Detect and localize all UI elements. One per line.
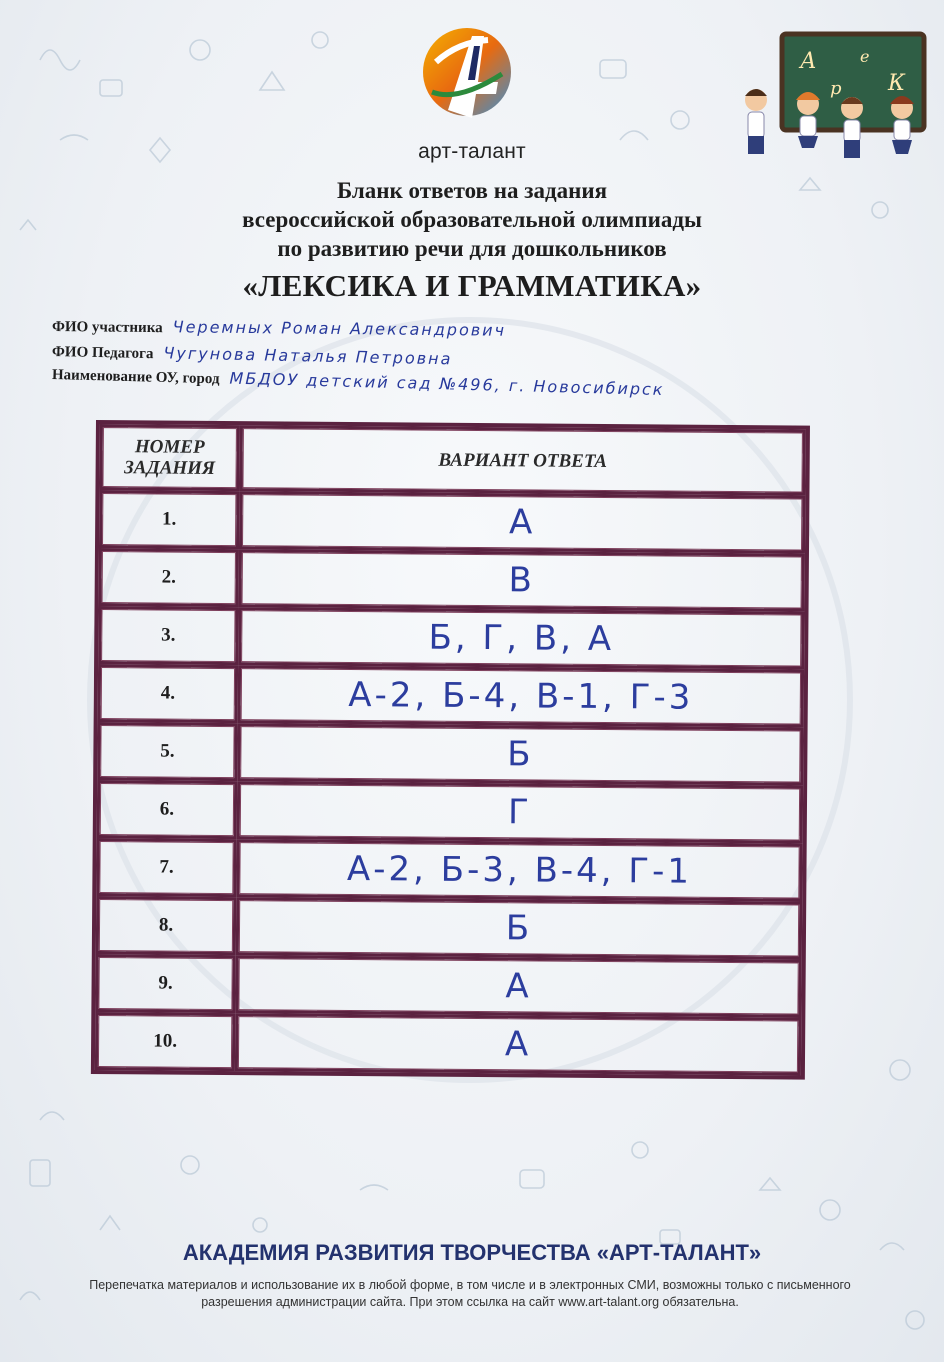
answers-table-wrapper	[91, 420, 810, 1065]
task-number: 8.	[96, 896, 236, 955]
answer-value: А-2, Б-3, В-4, Г-1	[236, 839, 802, 901]
table-row	[99, 490, 805, 554]
column-header-task-number: НОМЕР ЗАДАНИЯ	[99, 424, 240, 491]
answer-value: Г	[237, 781, 803, 843]
task-number: 10.	[95, 1012, 235, 1071]
table-row	[98, 606, 804, 670]
task-number: 3.	[98, 606, 238, 665]
footer-academy-title: АКАДЕМИЯ РАЗВИТИЯ ТВОРЧЕСТВА «АРТ-ТАЛАНТ»	[182, 1240, 762, 1265]
task-number: 9.	[95, 954, 235, 1013]
answer-value: В	[239, 549, 805, 611]
board-letter-r: р	[830, 78, 842, 99]
brand-name: арт-талант	[418, 140, 526, 163]
table-row	[95, 954, 801, 1018]
answer-value: Б, Г, В, А	[238, 607, 804, 669]
footer-copyright-note: Перепечатка материалов и использование их в любой форме, в том числе и в электронных СМИ, возможны только с письменного разрешения администрации сайта. При этом ссылка на сайт www.art-talant.org обязательна.	[89, 1278, 851, 1309]
table-row	[97, 722, 803, 786]
participant-value: Черемных Роман Александрович	[172, 317, 507, 340]
participant-label: ФИО участника	[51, 319, 163, 337]
task-number: 2.	[99, 548, 239, 607]
chalkboard-kids-illustration	[730, 28, 930, 176]
answer-value: А	[235, 955, 801, 1017]
task-number: 7.	[96, 838, 236, 897]
board-letter-e: е	[860, 47, 870, 66]
teacher-label: ФИО Педагога	[51, 344, 154, 363]
title-line-2: всероссийской образовательной олимпиады	[242, 207, 702, 232]
answers-table	[91, 420, 810, 1080]
table-row	[98, 664, 804, 728]
teacher-value: Чугунова Наталья Петровна	[163, 343, 453, 369]
answer-value: Б	[236, 897, 802, 959]
answer-value: А-2, Б-4, В-1, Г-3	[238, 665, 804, 727]
task-number: 5.	[97, 722, 237, 781]
answer-value: А	[239, 491, 805, 553]
table-row	[96, 838, 802, 902]
answer-value: Б	[237, 723, 803, 785]
board-letter-a: А	[800, 49, 817, 74]
table-row	[99, 548, 805, 612]
title-line-3: по развитию речи для дошкольников	[277, 236, 667, 261]
task-number: 4.	[98, 664, 238, 723]
task-number: 6.	[97, 780, 237, 839]
table-row	[96, 896, 802, 960]
table-row	[95, 1012, 801, 1076]
title-line-1: Бланк ответов на задания	[336, 178, 608, 203]
organization-value: МБДОУ детский сад №496, г. Новосибирск	[229, 368, 665, 400]
answer-value: А	[235, 1013, 801, 1075]
board-letter-k: К	[888, 71, 906, 96]
art-talant-logo	[418, 22, 516, 126]
table-row	[97, 780, 803, 844]
organization-label: Наименование ОУ, город	[51, 367, 220, 388]
column-header-answer: ВАРИАНТ ОТВЕТА	[239, 425, 806, 495]
olympiad-title: «ЛЕКСИКА И ГРАММАТИКА»	[242, 268, 702, 303]
task-number: 1.	[99, 490, 239, 549]
